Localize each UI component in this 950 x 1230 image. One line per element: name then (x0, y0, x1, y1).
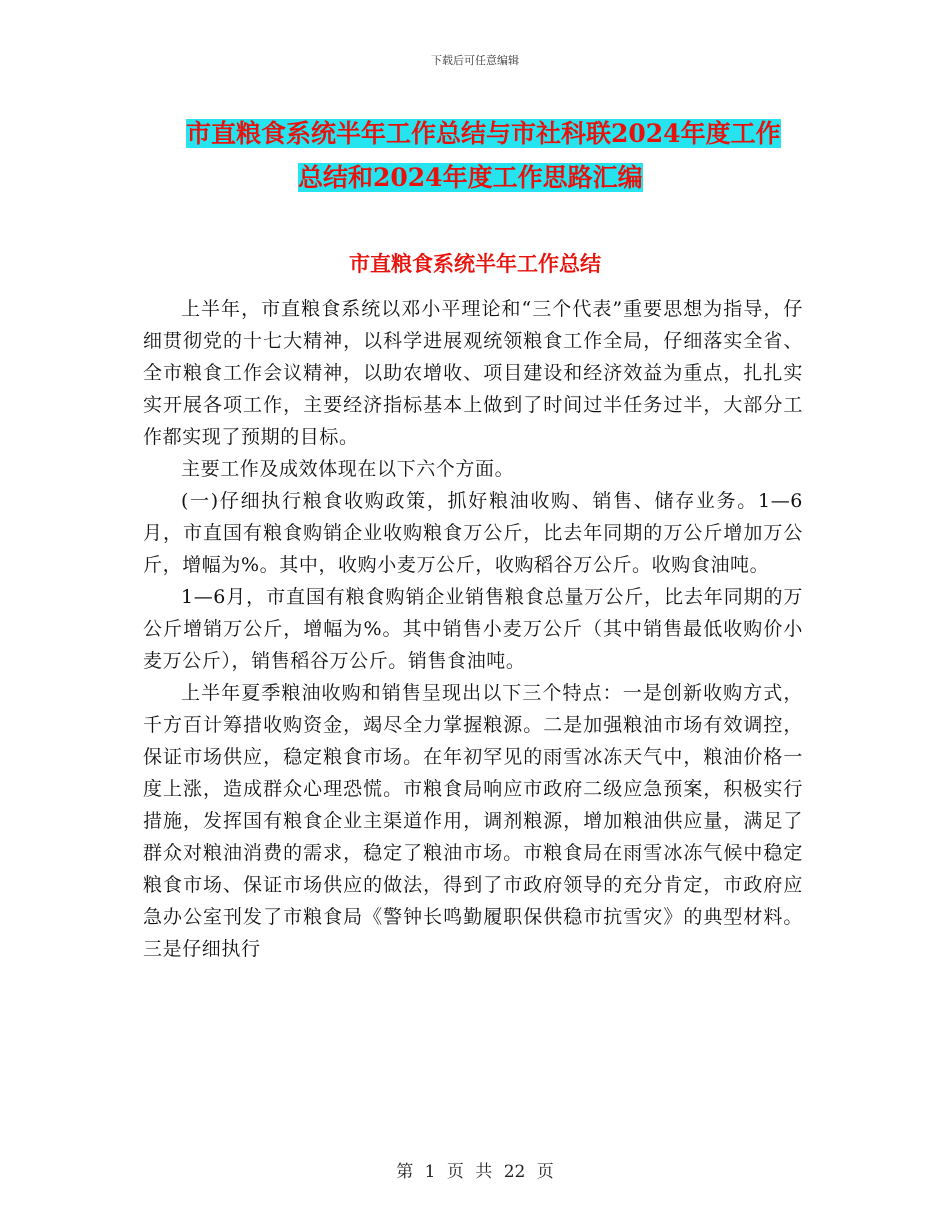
paragraph: (一)仔细执行粮食收购政策，抓好粮油收购、销售、储存业务。1—6月，市直国有粮食购销企业收购粮食万公斤，比去年同期的万公斤增加万公斤，增幅为%。其中，收购小麦万公斤，收购稻谷万公斤。收购食油吨。 (143, 490, 803, 576)
header-note: 下载后可任意编辑 (431, 54, 519, 67)
title-line-2: 总结和2024年度工作思路汇编 (298, 163, 643, 192)
page-footer: 第 1 页 共 22 页 (396, 1162, 554, 1182)
title-line-1: 市直粮食系统半年工作总结与市社科联2024年度工作 (186, 119, 781, 148)
paragraph: 1—6月，市直国有粮食购销企业销售粮食总量万公斤，比去年同期的万公斤增销万公斤，增幅为%。其中销售小麦万公斤（其中销售最低收购价小麦万公斤），销售稻谷万公斤。销售食油吨。 (143, 586, 803, 672)
paragraph: 主要工作及成效体现在以下六个方面。 (181, 458, 515, 480)
paragraph: 上半年夏季粮油收购和销售呈现出以下三个特点：一是创新收购方式，千方百计筹措收购资金，竭尽全力掌握粮源。二是加强粮油市场有效调控，保证市场供应，稳定粮食市场。在年初罕见的雨雪冰冻天气中，粮油价格一度上涨，造成群众心理恐慌。市粮食局响应市政府二级应急预案，积极实行措施，发挥国有粮食企业主渠道作用，调剂粮源，增加粮油供应量，满足了群众对粮油消费的需求，稳定了粮油市场。市粮食局在雨雪冰冻气候中稳定粮食市场、保证市场供应的做法，得到了市政府领导的充分肯定，市政府应急办公室刊发了市粮食局《警钟长鸣勤履职保供稳市抗雪灾》的典型材料。三是仔细执行 (143, 682, 803, 960)
document-title (186, 112, 826, 200)
paragraph: 上半年，市直粮食系统以邓小平理论和“三个代表”重要思想为指导，仔细贯彻党的十七大精神，以科学进展观统领粮食工作全局，仔细落实全省、全市粮食工作会议精神，以助农增收、项目建设和经济效益为重点，扎扎实实开展各项工作，主要经济指标基本上做到了时间过半任务过半，大部分工作都实现了预期的目标。 (143, 298, 803, 448)
section-heading: 市直粮食系统半年工作总结 (349, 251, 601, 276)
body-text (143, 293, 803, 965)
